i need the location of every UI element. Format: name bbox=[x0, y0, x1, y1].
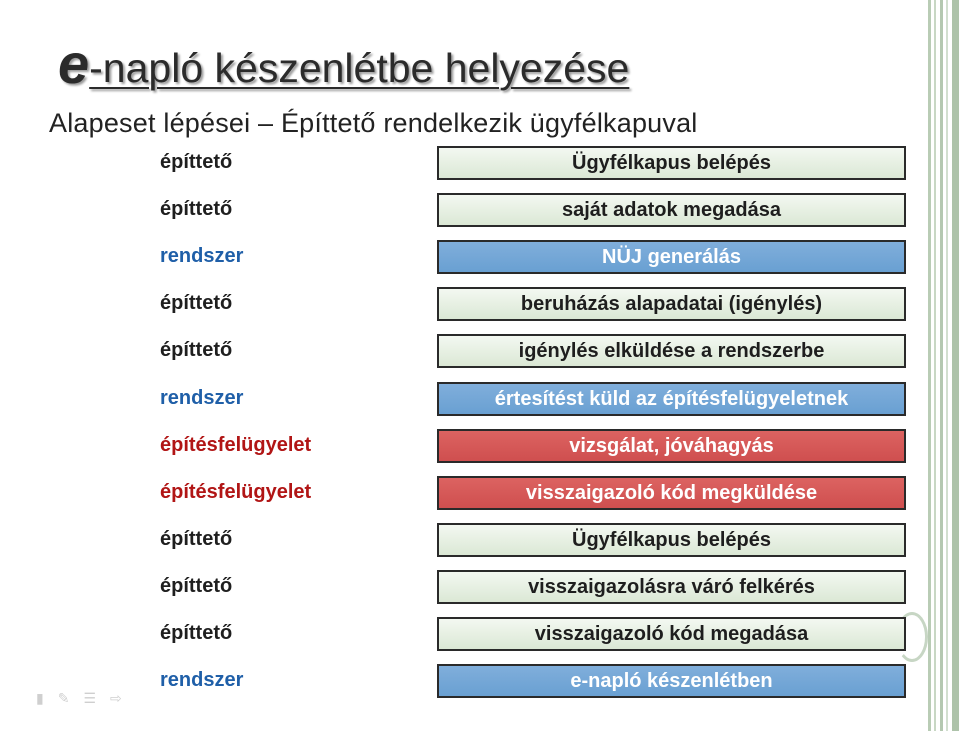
step-row bbox=[0, 523, 959, 557]
step-actor: építtető bbox=[160, 292, 233, 314]
step-box: Ügyfélkapus belépés bbox=[437, 523, 906, 557]
step-actor: rendszer bbox=[160, 387, 244, 409]
step-row bbox=[0, 334, 959, 368]
step-actor: rendszer bbox=[160, 669, 244, 691]
pen-icon[interactable]: ✎ bbox=[57, 690, 70, 706]
step-actor: építtető bbox=[160, 575, 233, 597]
step-box: igénylés elküldése a rendszerbe bbox=[437, 334, 906, 368]
slide-nav-icon[interactable]: ▮ bbox=[36, 690, 44, 706]
step-row bbox=[0, 617, 959, 651]
step-box: visszaigazoló kód megküldése bbox=[437, 476, 906, 510]
step-box: NÜJ generálás bbox=[437, 240, 906, 274]
step-actor: építésfelügyelet bbox=[160, 434, 312, 456]
step-box: e-napló készenlétben bbox=[437, 664, 906, 698]
step-actor: építtető bbox=[160, 339, 233, 361]
step-row bbox=[0, 664, 959, 698]
step-box: beruházás alapadatai (igénylés) bbox=[437, 287, 906, 321]
slideshow-toolbar bbox=[36, 690, 122, 707]
next-arrow-icon[interactable]: ⇨ bbox=[110, 690, 122, 706]
step-row bbox=[0, 146, 959, 180]
step-row bbox=[0, 570, 959, 604]
slide-title bbox=[58, 32, 630, 95]
step-box: Ügyfélkapus belépés bbox=[437, 146, 906, 180]
step-actor: építésfelügyelet bbox=[160, 481, 312, 503]
step-row bbox=[0, 193, 959, 227]
slide-title-text: -napló készenlétbe helyezése bbox=[89, 45, 630, 91]
step-row bbox=[0, 240, 959, 274]
step-row bbox=[0, 429, 959, 463]
step-box: értesítést küld az építésfelügyeletnek bbox=[437, 382, 906, 416]
step-row bbox=[0, 476, 959, 510]
step-box: visszaigazolásra váró felkérés bbox=[437, 570, 906, 604]
step-actor: építtető bbox=[160, 151, 233, 173]
step-row bbox=[0, 287, 959, 321]
menu-icon[interactable]: ☰ bbox=[83, 690, 97, 706]
step-box: visszaigazoló kód megadása bbox=[437, 617, 906, 651]
slide-subtitle: Alapeset lépései – Építtető rendelkezik ügyfélkapuval bbox=[49, 108, 698, 138]
step-actor: építtető bbox=[160, 622, 233, 644]
step-box: vizsgálat, jóváhagyás bbox=[437, 429, 906, 463]
step-actor: építtető bbox=[160, 198, 233, 220]
step-box: saját adatok megadása bbox=[437, 193, 906, 227]
step-actor: rendszer bbox=[160, 245, 244, 267]
step-row bbox=[0, 382, 959, 416]
step-actor: építtető bbox=[160, 528, 233, 550]
slide-title-e: e bbox=[58, 32, 90, 95]
